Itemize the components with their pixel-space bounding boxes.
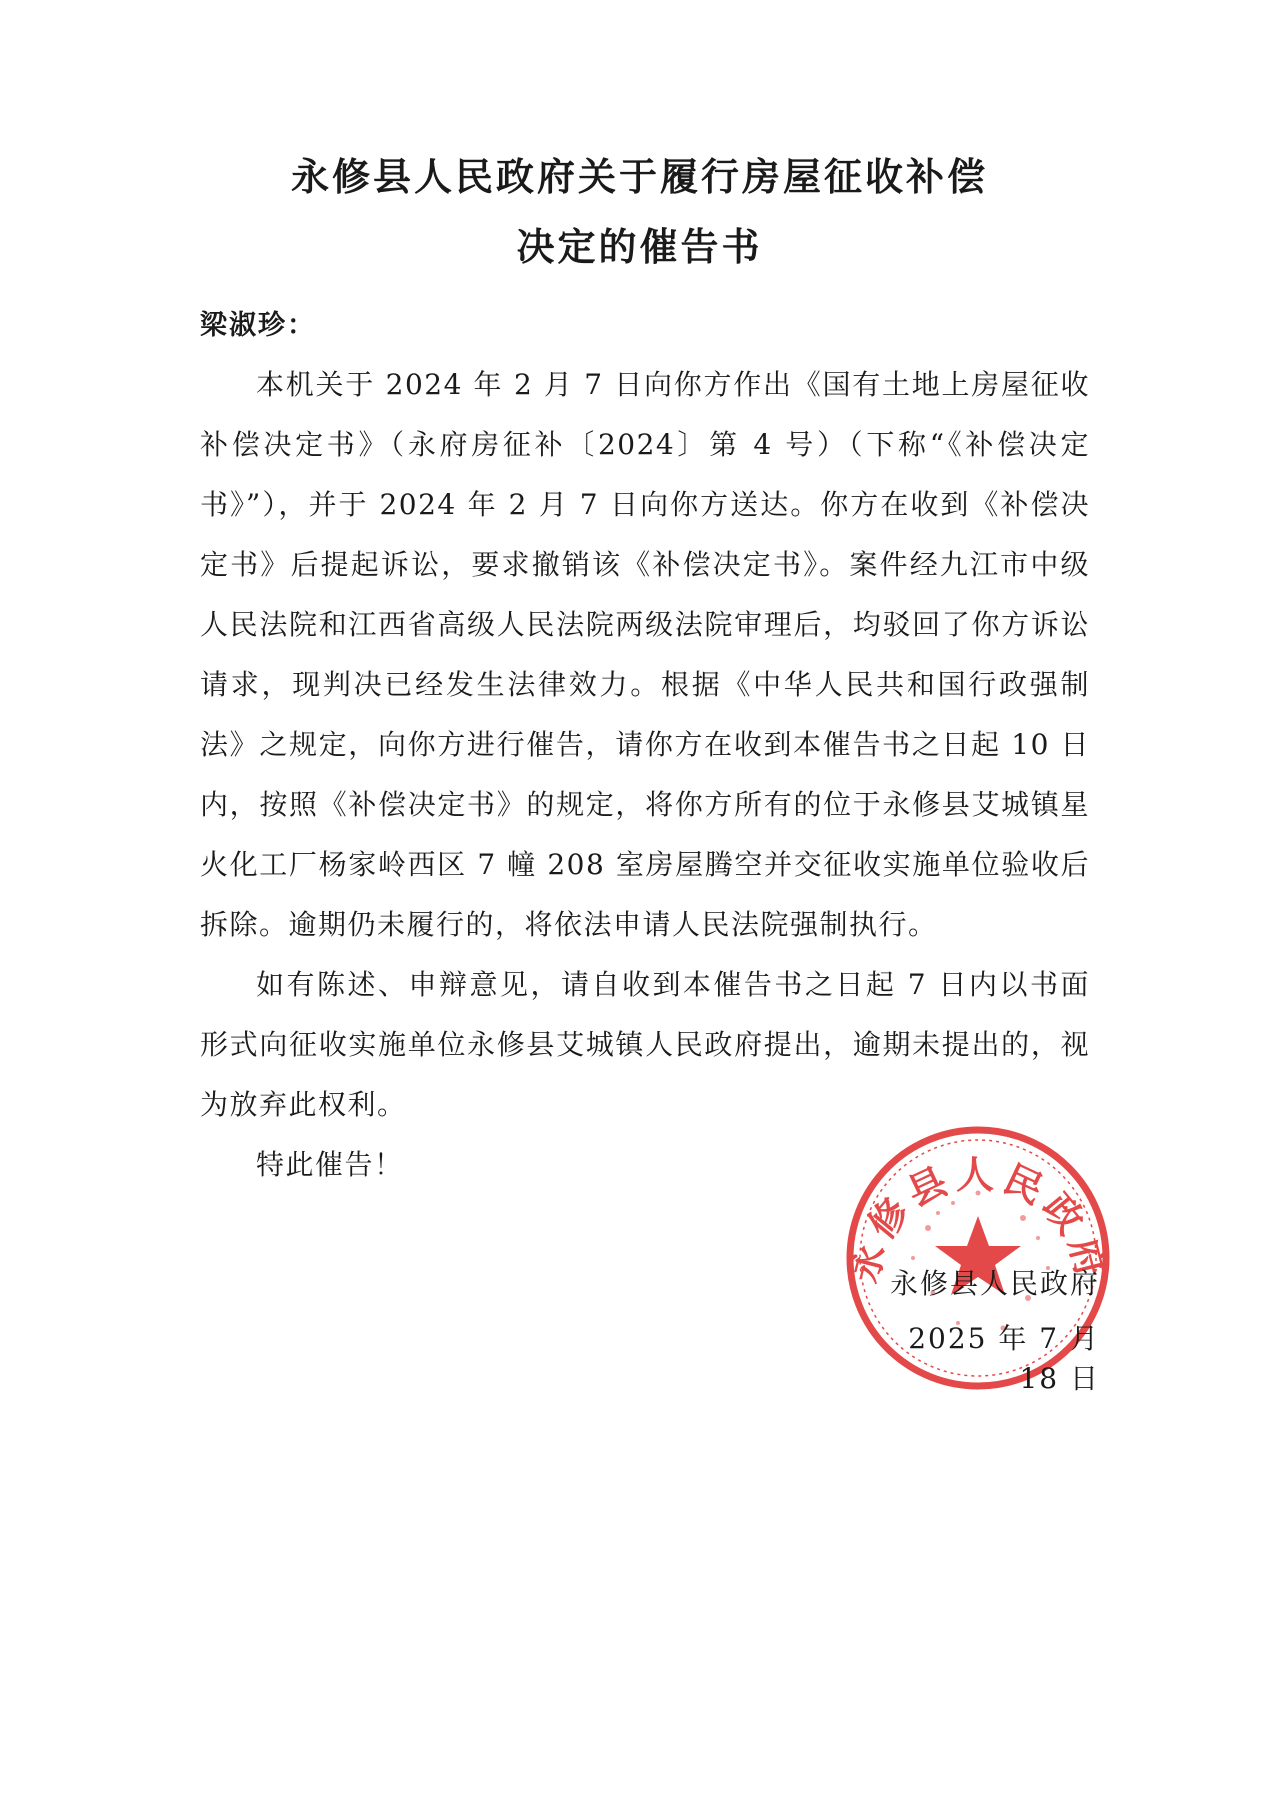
salutation: 梁淑珍：: [200, 310, 316, 341]
signature-issuer: 永修县人民政府: [889, 1267, 1100, 1300]
paragraph-objection: 如有陈述、申辩意见，请自收到本催告书之日起 7 日内以书面形式向征收实施单位永修县艾城镇人民政府提出，逾期未提出的，视为放弃此权利。: [200, 968, 1090, 1121]
paragraph-closing: 特此催告！: [256, 1148, 404, 1181]
document-title-line-1: 永修县人民政府关于履行房屋征收补偿: [290, 154, 988, 199]
document-title-line-2: 决定的催告书: [516, 224, 763, 269]
seal-text: 永修县人民政府: [840, 1151, 1116, 1288]
paragraph-notice: 本机关于 2024 年 2 月 7 日向你方作出《国有土地上房屋征收补偿决定书》（永府房征补〔2024〕第 4 号）（下称“《补偿决定书》”），并于 2024 年 2 月 7 日向你方送达。你方在收到《补偿决定书》后提起诉讼，要求撤销该《补偿决定书》。案件经九江市中级人民法院和江西省高级人民法院两级法院审理后，均驳回了你方诉讼请求，现判决已经发生法律效力。根据《中华人民共和国行政强制法》之规定，向你方进行催告，请你方在收到本催告书之日起 10 日内，按照《补偿决定书》的规定，将你方所有的位于永修县艾城镇星火化工厂杨家岭西区 7 幢 208 室房屋腾空并交征收实施单位验收后拆除。逾期仍未履行的，将依法申请人民法院强制执行。: [200, 368, 1090, 941]
signature-date: 2025 年 7 月 18 日: [908, 1322, 1100, 1395]
